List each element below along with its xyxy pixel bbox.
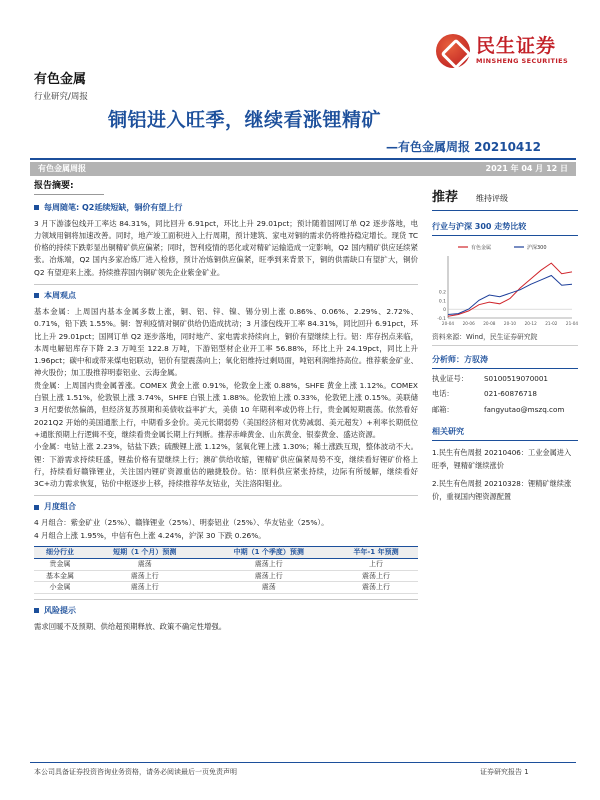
- report-subtitle: —有色金属周报 20210412: [386, 140, 541, 154]
- table-cell: 小金属: [34, 582, 86, 594]
- y-tick-label: 0.1: [438, 298, 446, 304]
- section-heading: 月度组合: [34, 500, 418, 514]
- bullet-square-icon: [34, 293, 39, 298]
- section-heading: 每周随笔: Q2延续短缺，铜价有望上行: [34, 201, 418, 215]
- series-line-nonferrous: [448, 263, 572, 316]
- table-cell: 震荡: [204, 582, 335, 594]
- table-cell: 震荡上行: [334, 582, 418, 594]
- paragraph: 4 月组合：紫金矿业（25%）、赣锋锂业（25%）、明泰铝业（25%）、华友钴业（25%）。: [34, 518, 329, 528]
- summary-heading: 报告摘要:: [34, 180, 104, 195]
- analyst-row: [432, 374, 578, 385]
- table-row: [34, 559, 418, 571]
- divider: [34, 599, 418, 600]
- analyst-key: 执业证号：: [432, 373, 468, 383]
- table-cell: 震荡上行: [86, 582, 204, 594]
- legend-label: 有色金属: [471, 244, 492, 251]
- series-line-csi300: [448, 275, 572, 314]
- analyst-key: 邮箱：: [432, 405, 454, 415]
- forecast-table: [34, 546, 418, 594]
- rating-heading: 推荐: [432, 190, 459, 205]
- paragraph-minor-metals: 小金属：电钴上涨 2.23%，钴盐下跌；硫酸锂上涨 1.12%，氢氧化锂上涨 1.30%；稀土涨跌互现，整体波动不大。锂：下游需求持续旺盛，锂盐价格有望继续上行；澳矿供给收缩，锂精矿供应偏紧局势不变，继续看好锂矿价格上行，持续看好赣锋锂业，关注国内锂矿资源重估的融捷股份。钴：原料供应紧张持续，边际有所缓解，继续看好 3C+动力需求恢复，钴价中枢逐步上移，持续推荐华友钴业，关注洛阳钼业。: [34, 442, 418, 489]
- analyst-value: S0100519070001: [484, 373, 549, 383]
- footer-page: 证券研究报告 1: [480, 768, 529, 776]
- y-tick-label: 0: [443, 307, 446, 313]
- section-heading: 本周观点: [34, 289, 418, 303]
- sidebar: [432, 188, 578, 503]
- footer-disclaimer: 本公司具备证券投资咨询业务资格，请务必阅读最后一页免责声明: [34, 768, 237, 776]
- table-header-cell: 短期（1 个月）预测: [86, 547, 204, 559]
- table-cell: 震荡上行: [204, 559, 335, 571]
- x-tick-label: 20-08: [483, 320, 496, 326]
- rating-value: 维持评级: [476, 194, 509, 203]
- divider: [34, 495, 418, 496]
- sector-label: 有色金属: [34, 72, 87, 87]
- rating-block: [432, 188, 578, 211]
- report-date: 2021 年 04 月 12 日: [485, 164, 568, 173]
- section-weekly-essay: [34, 201, 418, 279]
- y-tick-label: 0.2: [438, 289, 446, 295]
- brand-name-en: MINSHENG SECURITIES: [476, 57, 569, 66]
- section-weekly-view: [34, 289, 418, 490]
- report-type: 行业研究/周报: [34, 92, 88, 102]
- x-tick-label: 20-10: [503, 320, 517, 326]
- x-tick-label: 21-04: [565, 320, 578, 326]
- table-cell: 震荡上行: [86, 570, 204, 582]
- paragraph: 3 月下游漆包线开工率达 84.31%，同比回升 6.91pct，环比上升 29.01pct；预计随着国网订单 Q2 逐步落地，电力领域用铜将加速改善。同时，地产竣工面积进入上行周期，预计建筑、家电对铜的需求仍将维持稳定增长。现货 TC 价格的持续下跌彰显出铜精矿供应偏紧；同时，智利疫情的恶化或对精矿运输造成一定影响，Q2 国内精矿供应延续紧张。冶炼端，Q2 国内多家冶炼厂进入检修，预计冶炼铜供应偏紧，旺季到来背景下，铜的供需缺口有望扩大，铜价 Q2 有望迎来上涨。持续推荐国内铜矿领先企业紫金矿业。: [34, 218, 418, 277]
- bullet-square-icon: [34, 608, 39, 613]
- related-heading: 相关研究: [432, 426, 578, 441]
- section-monthly-portfolio: [34, 500, 418, 593]
- legend-label: 沪深300: [527, 244, 547, 251]
- minsheng-logo-icon: [436, 34, 470, 68]
- table-header-cell: 中期（1 个季度）预测: [204, 547, 335, 559]
- paragraph-precious-metals: 贵金属：上周国内贵金属普涨。COMEX 黄金上涨 0.91%，伦敦金上涨 0.88%，SHFE 黄金上涨 1.12%。COMEX 白银上涨 1.51%，伦敦银上涨 3.74%，SHFE 白银上涨 1.88%。伦敦铂上涨 0.33%，伦敦钯上涨 0.15%。美联储 3 月纪要依然偏鸽，但经济复苏预期和美债收益率扩大，美债 10 年期利率或仍将上行，贵金属短期震荡。依然看好 2021Q2 开始的美国通胀上行，中期看多金价。美元长期弱势（美国经济相对优势减弱、美元超发）+利率长期低位+通胀预期上行逻辑不变，继续看贵金属长期上行判断。推荐赤峰黄金、山东黄金、银泰黄金、盛达资源。: [34, 380, 418, 439]
- analyst-row: [432, 389, 578, 400]
- divider: [34, 284, 418, 285]
- section-heading: 风险提示: [34, 604, 418, 618]
- table-cell: 上行: [334, 559, 418, 571]
- x-tick-label: 20-12: [524, 320, 537, 326]
- paragraph: 4 月组合上涨 1.95%，中信有色上涨 4.24%，沪深 30 下跌 0.26%。: [34, 530, 266, 540]
- bullet-square-icon: [34, 505, 39, 510]
- header-bar: [30, 162, 576, 176]
- bullet-square-icon: [34, 205, 39, 210]
- table-header-cell: 细分行业: [34, 547, 86, 559]
- risk-text: 需求回暖不及预期、供给超预期释放、政策不确定性增强。: [34, 621, 227, 631]
- analyst-key: 电话：: [432, 389, 454, 399]
- analyst-info: [432, 374, 578, 416]
- footer-rule: [30, 762, 576, 763]
- table-header-cell: 半年-1 年预测: [334, 547, 418, 559]
- table-cell: 震荡: [86, 559, 204, 571]
- analyst-value: 021-60876718: [484, 389, 537, 399]
- header-rule: [30, 158, 576, 160]
- paragraph-base-metals: 基本金属：上周国内基本金属多数上涨，铜、铝、锌、镍、锡分别上涨 0.86%、0.06%、2.29%、2.72%、0.71%，铅下跌 1.55%。铜：智利疫情对铜矿供给仍造成扰动；3 月漆包线开工率 84.31%，同比回升 6.91pct，环比上升 29.01pct；国网订单 Q2 逐步落地，同时地产、家电需求持续向上，铜价有望继续上行。铝：库存拐点来临，本周电解铝库存下降 2.3 万吨至 122.8 万吨，下游铝型材企业开工率 56.88%，环比上升 24.19pct，同比上升 1.96pct；碳中和或带来煤电铝联动，铝价有望震荡向上；氧化铝维持过剩局面，吨铝利润维持高位。推荐紫金矿业、神火股份；加工股推荐明泰铝业、云海金属。: [34, 306, 418, 378]
- table-cell: 贵金属: [34, 559, 86, 571]
- header-bar-title: 有色金属周报: [38, 164, 86, 173]
- chart-svg: [432, 240, 578, 330]
- section-risk: [34, 604, 418, 633]
- brand-logo: [436, 34, 568, 68]
- brand-name-cn: 民生证券: [476, 35, 557, 58]
- performance-chart: [432, 240, 578, 330]
- y-tick-label: -0.1: [437, 316, 446, 322]
- x-tick-label: 20-06: [462, 320, 475, 326]
- x-tick-label: 21-02: [545, 320, 558, 326]
- table-row: [34, 570, 418, 582]
- analyst-value: fangyutao@mszq.com: [484, 405, 565, 415]
- related-item: 2.民生有色周报 20210328：锂精矿继续涨价，重视国内锂资源配置: [432, 479, 572, 501]
- x-tick-label: 20-04: [441, 320, 455, 326]
- related-item: 1.民生有色周报 20210406：工业金属进入旺季，锂精矿继续涨价: [432, 448, 572, 470]
- table-cell: 震荡上行: [334, 570, 418, 582]
- analyst-heading: 分析师：方驭涛: [432, 354, 578, 369]
- chart-source: 资料来源：Wind，民生证券研究院: [432, 332, 578, 346]
- table-cell: 基本金属: [34, 570, 86, 582]
- analyst-row: [432, 405, 578, 416]
- report-title: 铜铝进入旺季，继续看涨锂精矿: [108, 109, 382, 131]
- chart-heading: 行业与沪深 300 走势比较: [432, 221, 578, 236]
- main-column: [34, 180, 418, 633]
- table-row: [34, 582, 418, 594]
- table-cell: 震荡上行: [204, 570, 335, 582]
